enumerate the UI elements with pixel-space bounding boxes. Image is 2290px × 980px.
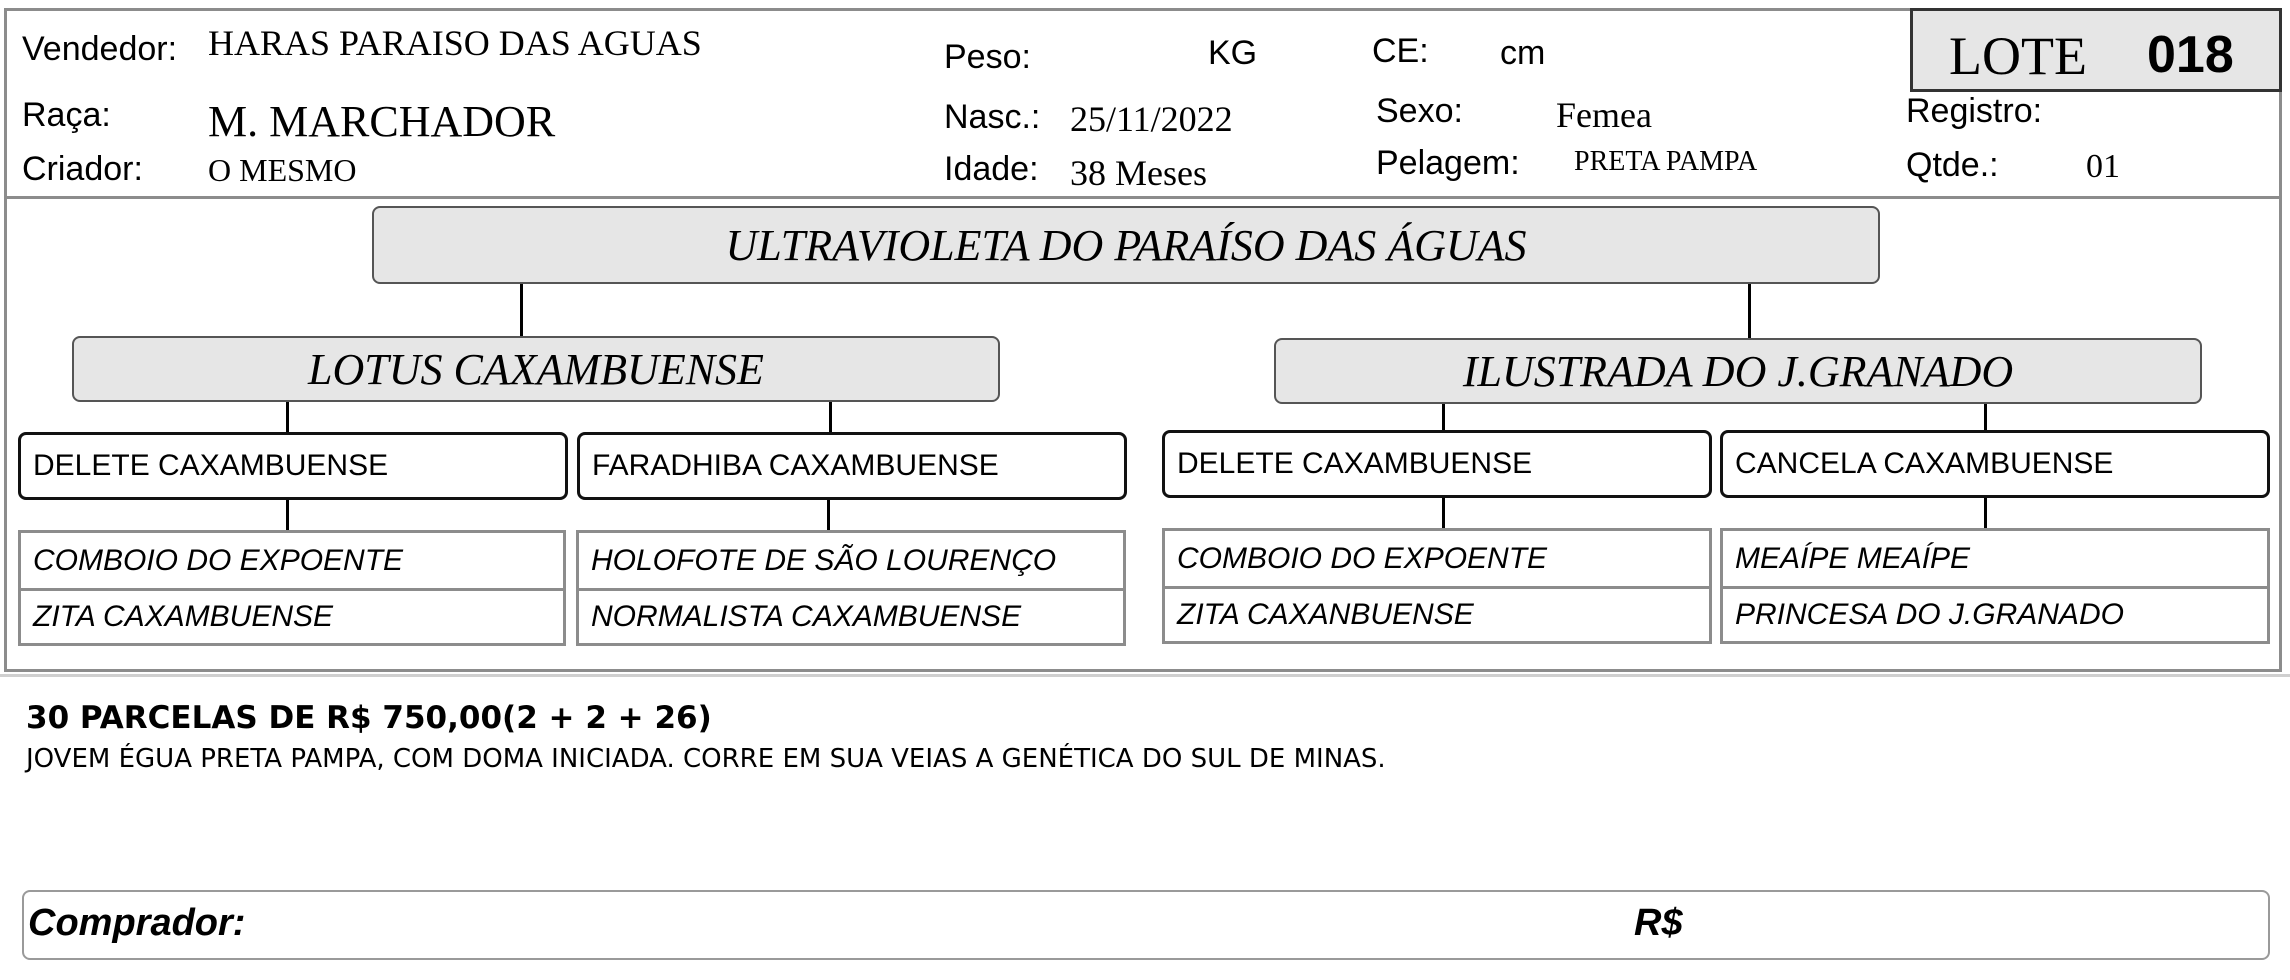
currency-label: R$: [1634, 902, 1683, 944]
pedigree-ss-dam: ZITA CAXAMBUENSE: [21, 588, 563, 643]
pedigree-dam-dam-name: CANCELA CAXAMBUENSE: [1735, 447, 2114, 480]
pedigree-sd-sire: HOLOFOTE DE SÃO LOURENÇO: [591, 543, 1057, 577]
connector-ss-ggp: [286, 500, 289, 532]
pedigree-ds-parents: [1162, 528, 1712, 644]
payment-terms: 30 PARCELAS DE R$ 750,00(2 + 2 + 26): [26, 700, 712, 736]
idade-value: 38 Meses: [1070, 153, 1207, 193]
pedigree-animal-name: ULTRAVIOLETA DO PARAÍSO DAS ÁGUAS: [725, 220, 1527, 270]
pedigree-ds-sire: COMBOIO DO EXPOENTE: [1177, 541, 1548, 575]
vendedor-label: Vendedor:: [22, 30, 178, 68]
pedigree-sire-dam: [577, 432, 1127, 500]
buyer-box: [22, 890, 2270, 960]
pedigree-dam-name: ILUSTRADA DO J.GRANADO: [1462, 346, 2014, 396]
vendedor-value: HARAS PARAISO DAS AGUAS: [208, 23, 702, 63]
pedigree-sire-dam-name: FARADHIBA CAXAMBUENSE: [592, 449, 999, 482]
pedigree-ds-dam: ZITA CAXANBUENSE: [1165, 586, 1709, 641]
ce-label: CE:: [1372, 32, 1429, 70]
connector-sd-ggp: [827, 500, 830, 532]
idade-label: Idade:: [944, 150, 1039, 188]
connector-sire-ss: [286, 402, 289, 432]
sexo-label: Sexo:: [1376, 92, 1463, 130]
raca-label: Raça:: [22, 96, 111, 134]
pedigree-ss-parents: [18, 530, 566, 646]
lote-number: 018: [2147, 26, 2234, 84]
header-divider: [4, 196, 2282, 199]
comprador-label: Comprador:: [28, 902, 246, 944]
nasc-label: Nasc.:: [944, 98, 1041, 136]
criador-value: O MESMO: [208, 152, 357, 188]
peso-unit: KG: [1208, 34, 1258, 72]
criador-label: Criador:: [22, 150, 143, 188]
pedigree-sire-name: LOTUS CAXAMBUENSE: [308, 344, 764, 394]
connector-animal-dam: [1748, 284, 1751, 340]
qtde-value: 01: [2086, 148, 2120, 185]
connector-dam-ds: [1442, 404, 1445, 430]
pedigree-dam: [1274, 338, 2202, 404]
pedigree-dd-dam: PRINCESA DO J.GRANADO: [1723, 586, 2267, 641]
connector-ds-ggp: [1442, 498, 1445, 530]
pedigree-sire: [72, 336, 1000, 402]
connector-animal-sire: [520, 284, 523, 338]
pedigree-dam-sire: [1162, 430, 1712, 498]
lote-box: [1910, 8, 2282, 92]
pedigree-sire-sire-name: DELETE CAXAMBUENSE: [33, 449, 389, 482]
lote-label: LOTE: [1949, 26, 2087, 86]
pedigree-animal: [372, 206, 1880, 284]
registro-label: Registro:: [1906, 92, 2043, 130]
pedigree-ss-sire: COMBOIO DO EXPOENTE: [33, 543, 404, 577]
description-text: JOVEM ÉGUA PRETA PAMPA, COM DOMA INICIADA. CORRE EM SUA VEIAS A GENÉTICA DO SUL DE MINAS.: [26, 744, 1386, 774]
pedigree-sd-parents: [576, 530, 1126, 646]
pedigree-bottom-divider: [0, 674, 2290, 677]
qtde-label: Qtde.:: [1906, 146, 1999, 184]
pelagem-value: PRETA PAMPA: [1574, 146, 1758, 177]
connector-dam-dd: [1984, 404, 1987, 430]
pelagem-label: Pelagem:: [1376, 144, 1520, 182]
sexo-value: Femea: [1556, 95, 1652, 135]
connector-dd-ggp: [1984, 498, 1987, 530]
pedigree-dam-sire-name: DELETE CAXAMBUENSE: [1177, 447, 1533, 480]
peso-label: Peso:: [944, 38, 1031, 76]
ce-unit: cm: [1500, 34, 1546, 72]
raca-value: M. MARCHADOR: [208, 97, 556, 146]
pedigree-sire-sire: [18, 432, 568, 500]
pedigree-dd-parents: [1720, 528, 2270, 644]
nasc-value: 25/11/2022: [1070, 99, 1233, 139]
connector-sire-sd: [829, 402, 832, 432]
pedigree-dam-dam: [1720, 430, 2270, 498]
pedigree-sd-dam: NORMALISTA CAXAMBUENSE: [579, 588, 1123, 643]
pedigree-dd-sire: MEAÍPE MEAÍPE: [1735, 541, 1971, 575]
